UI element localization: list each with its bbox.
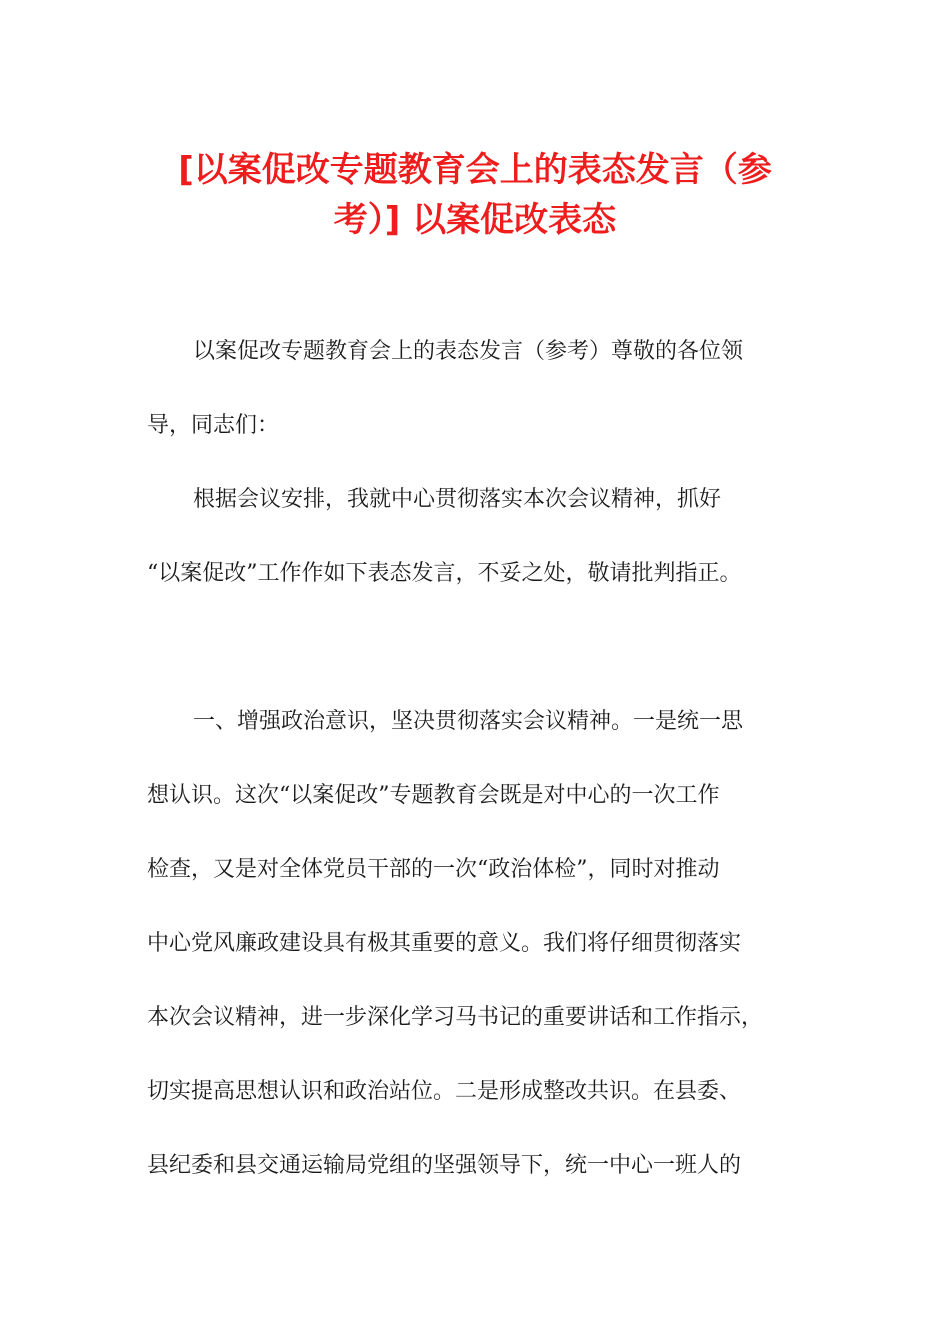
- paragraph-line: 导，同志们：: [147, 413, 280, 438]
- paragraph-line: 想认识。这次“以案促改”专题教育会既是对中心的一次工作: [147, 783, 720, 808]
- paragraph-line: 切实提高思想认识和政治站位。二是形成整改共识。在县委、: [147, 1079, 742, 1104]
- paragraph-line: 以案促改专题教育会上的表态发言（参考）尊敬的各位领: [193, 339, 744, 364]
- paragraph-line: 检查，又是对全体党员干部的一次“政治体检”，同时对推动: [147, 857, 720, 882]
- paragraph-line: “以案促改”工作作如下表态发言，不妥之处，敬请批判指正。: [147, 561, 742, 586]
- paragraph-line: 本次会议精神，进一步深化学习马书记的重要讲话和工作指示，: [147, 1005, 764, 1030]
- title-line-1: [以案促改专题教育会上的表态发言（参: [178, 150, 772, 190]
- document-title: [100, 145, 850, 245]
- paragraph-line: 根据会议安排，我就中心贯彻落实本次会议精神，抓好: [193, 487, 722, 512]
- paragraph-line: 中心党风廉政建设具有极其重要的意义。我们将仔细贯彻落实: [147, 931, 742, 956]
- paragraph-line: 一、增强政治意识，坚决贯彻落实会议精神。一是统一思: [193, 709, 744, 734]
- paragraph-line: 县纪委和县交通运输局党组的坚强领导下，统一中心一班人的: [147, 1153, 742, 1178]
- title-line-2: 考）] 以案促改表态: [333, 200, 617, 240]
